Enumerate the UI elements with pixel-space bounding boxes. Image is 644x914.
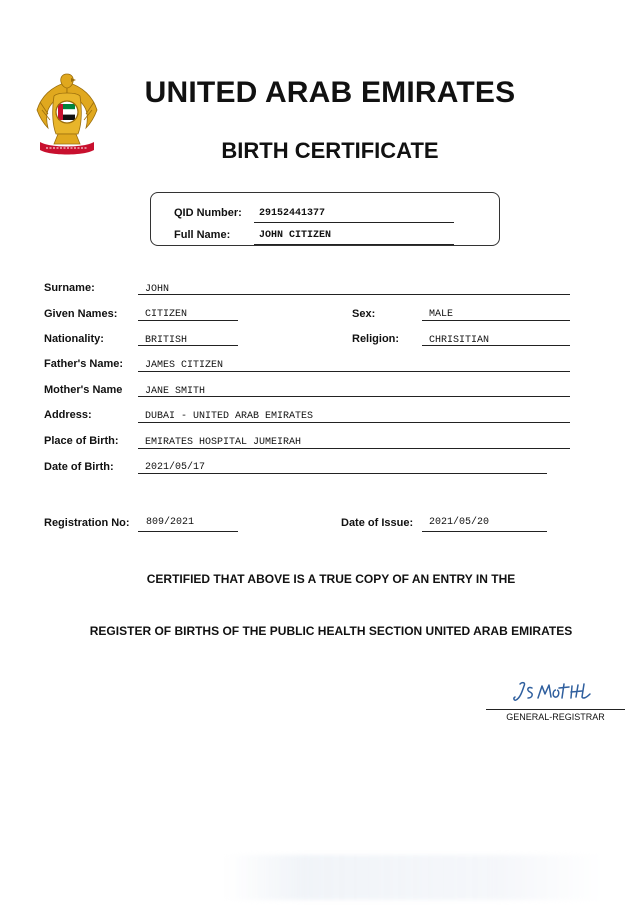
- scan-smudge: [225, 855, 610, 900]
- date-of-birth-label: Date of Birth:: [44, 461, 114, 473]
- father-name-underline: [138, 371, 570, 372]
- given-names-value: CITIZEN: [145, 309, 188, 320]
- surname-value: JOHN: [145, 284, 170, 295]
- sex-underline: [422, 320, 570, 321]
- religion-label: Religion:: [352, 333, 400, 345]
- place-of-birth-label: Place of Birth:: [44, 435, 119, 447]
- address-underline: [138, 422, 570, 423]
- signature-caption: GENERAL-REGISTRAR: [506, 712, 605, 722]
- religion-underline: [422, 345, 570, 346]
- registration-no-value: 809/2021: [146, 517, 195, 528]
- address-label: Address:: [44, 409, 92, 421]
- date-of-issue-underline: [422, 531, 547, 532]
- sex-label: Sex:: [352, 308, 376, 320]
- nationality-value: BRITISH: [145, 335, 188, 346]
- date-of-birth-value: 2021/05/17: [145, 462, 206, 473]
- place-of-birth-underline: [138, 448, 570, 449]
- qid-underline: [254, 222, 454, 223]
- given-names-label: Given Names:: [44, 308, 118, 320]
- date-of-issue-value: 2021/05/20: [429, 517, 490, 528]
- nationality-underline: [138, 345, 238, 346]
- mother-name-label: Mother's Name: [44, 384, 123, 396]
- registration-no-label: Registration No:: [44, 517, 130, 529]
- father-name-value: JAMES CITIZEN: [145, 360, 224, 371]
- date-of-birth-underline: [138, 473, 547, 474]
- nationality-label: Nationality:: [44, 333, 104, 345]
- given-names-underline: [138, 320, 238, 321]
- country-title: UNITED ARAB EMIRATES: [144, 76, 516, 109]
- certification-line-2: REGISTER OF BIRTHS OF THE PUBLIC HEALTH SECTION UNITED ARAB EMIRATES: [89, 624, 573, 638]
- document-title: BIRTH CERTIFICATE: [221, 138, 439, 163]
- certification-line-1: CERTIFIED THAT ABOVE IS A TRUE COPY OF AN ENTRY IN THE: [146, 572, 516, 586]
- religion-value: CHRISITIAN: [429, 335, 490, 346]
- address-value: DUBAI - UNITED ARAB EMIRATES: [145, 411, 314, 422]
- qid-label: QID Number:: [174, 207, 242, 219]
- fullname-value: JOHN CITIZEN: [259, 230, 332, 241]
- father-name-label: Father's Name:: [44, 358, 124, 370]
- registrar-signature: [512, 676, 596, 706]
- surname-label: Surname:: [44, 282, 95, 294]
- date-of-issue-label: Date of Issue:: [341, 517, 414, 529]
- sex-value: MALE: [429, 309, 454, 320]
- place-of-birth-value: EMIRATES HOSPITAL JUMEIRAH: [145, 437, 302, 448]
- mother-name-value: JANE SMITH: [145, 386, 206, 397]
- surname-underline: [138, 294, 570, 295]
- mother-name-underline: [138, 396, 570, 397]
- signature-line: [486, 709, 625, 710]
- registration-no-underline: [138, 531, 238, 532]
- fullname-underline: [254, 244, 454, 245]
- qid-value: 29152441377: [259, 208, 326, 219]
- fullname-label: Full Name:: [174, 229, 231, 241]
